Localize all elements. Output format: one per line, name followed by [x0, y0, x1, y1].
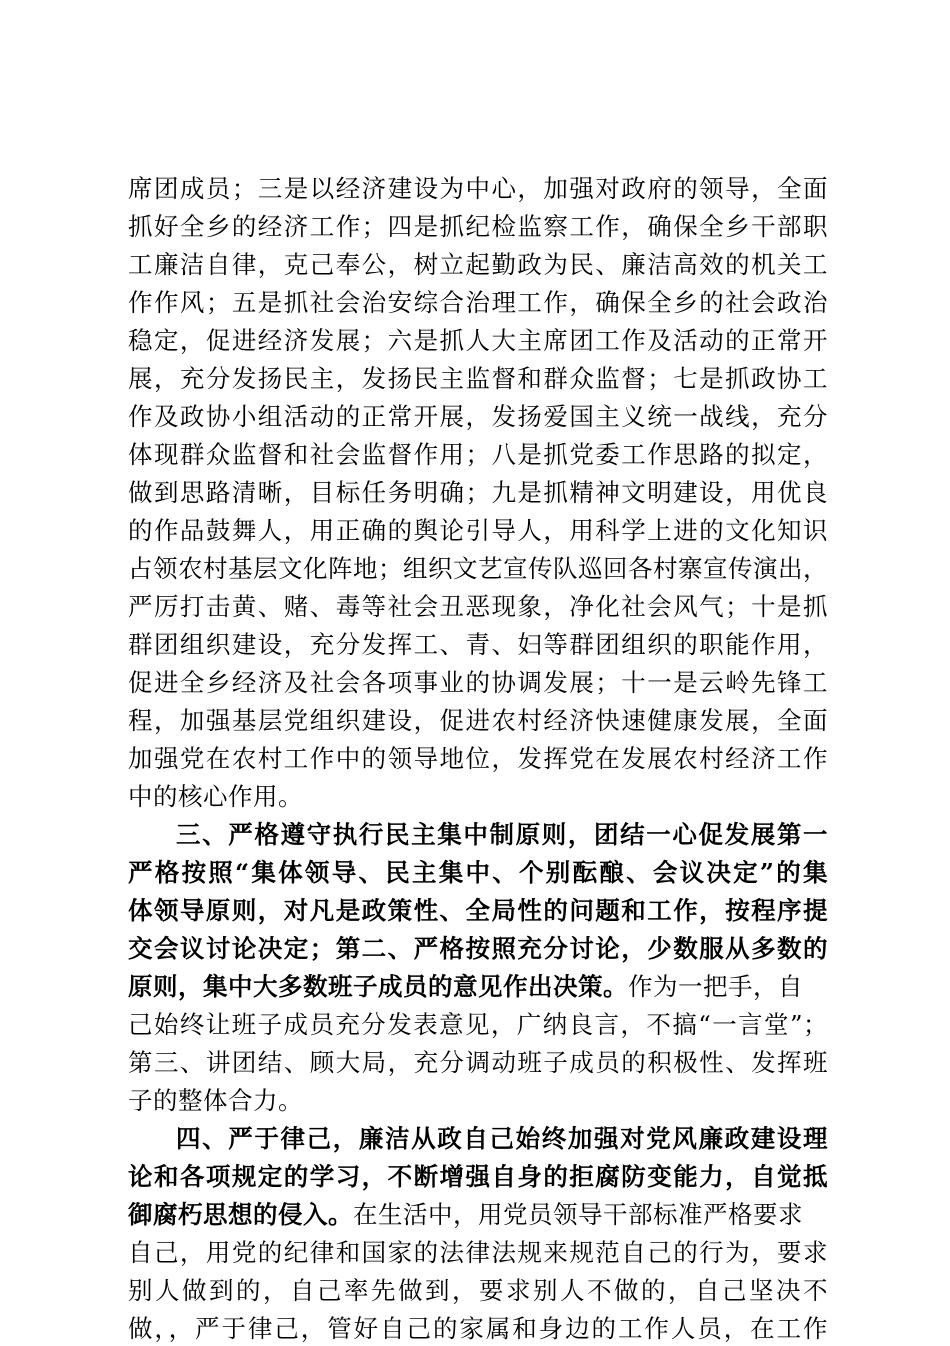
- paragraph-line: [128, 1198, 828, 1232]
- bold-text-segment: 原则，集中大多数班子成员的意见作出决策。: [128, 972, 628, 1001]
- section-heading-line: 三、严格遵守执行民主集中制原则，团结一心促发展第一: [176, 820, 828, 849]
- paragraph-line: [128, 970, 828, 1004]
- paragraph-line: 群团组织建设，充分发挥工、青、妇等群团组织的职能作用，: [128, 630, 828, 659]
- bold-text-segment: 御腐朽思想的侵入。: [128, 1200, 353, 1229]
- paragraph-line: 子的整体合力。: [128, 1086, 303, 1115]
- paragraph-line: 交会议讨论决定；第二、严格按照充分讨论，少数服从多数的: [128, 934, 828, 963]
- text-segment: 作为一把手，自: [628, 972, 803, 1001]
- paragraph-line: 加强党在农村工作中的领导地位，发挥党在发展农村经济工作: [128, 744, 828, 773]
- paragraph-line: 的作品鼓舞人，用正确的舆论引导人，用科学上进的文化知识: [128, 516, 828, 545]
- paragraph-line: 抓好全乡的经济工作；四是抓纪检监察工作，确保全乡干部职: [128, 212, 828, 241]
- paragraph-line: 作及政协小组活动的正常开展，发扬爱国主义统一战线，充分: [128, 402, 828, 431]
- paragraph-line: 第三、讲团结、顾大局，充分调动班子成员的积极性、发挥班: [128, 1048, 828, 1077]
- paragraph-line: 己始终让班子成员充分发表意见，广纳良言，不搞“一言堂”；: [128, 1010, 828, 1039]
- paragraph-line: 稳定，促进经济发展；六是抓人大主席团工作及活动的正常开: [128, 326, 828, 355]
- paragraph-line: 做，，严于律己，管好自己的家属和身边的工作人员，在工作: [128, 1314, 828, 1343]
- section-heading-line: 四、严于律己，廉洁从政自己始终加强对党风廉政建设理: [176, 1124, 828, 1153]
- paragraph-line: 严格按照“集体领导、民主集中、个别酝酿、会议决定”的集: [128, 858, 828, 887]
- paragraph-line: 做到思路清晰，目标任务明确；九是抓精神文明建设，用优良: [128, 478, 828, 507]
- paragraph-line: 占领农村基层文化阵地；组织文艺宣传队巡回各村寨宣传演出，: [128, 554, 828, 583]
- paragraph-line: 作作风；五是抓社会治安综合治理工作，确保全乡的社会政治: [128, 288, 828, 317]
- paragraph-line: 论和各项规定的学习，不断增强自身的拒腐防变能力，自觉抵: [128, 1162, 828, 1191]
- paragraph-line: 中的核心作用。: [128, 782, 303, 811]
- paragraph-line: 工廉洁自律，克己奉公，树立起勤政为民、廉洁高效的机关工: [128, 250, 828, 279]
- text-segment: 在生活中，用党员领导干部标准严格要求: [353, 1200, 803, 1229]
- paragraph-line: 程，加强基层党组织建设，促进农村经济快速健康发展，全面: [128, 706, 828, 735]
- paragraph-line: 体现群众监督和社会监督作用；八是抓党委工作思路的拟定，: [128, 440, 828, 469]
- paragraph-line: 体领导原则，对凡是政策性、全局性的问题和工作，按程序提: [128, 896, 828, 925]
- paragraph-line: 展，充分发扬民主，发扬民主监督和群众监督；七是抓政协工: [128, 364, 828, 393]
- paragraph-line: 严厉打击黄、赌、毒等社会丑恶现象，净化社会风气；十是抓: [128, 592, 828, 621]
- paragraph-line: 别人做到的，自己率先做到，要求别人不做的，自己坚决不: [128, 1276, 828, 1305]
- paragraph-line: 促进全乡经济及社会各项事业的协调发展；十一是云岭先锋工: [128, 668, 828, 697]
- paragraph-line: 自己，用党的纪律和国家的法律法规来规范自己的行为，要求: [128, 1238, 828, 1267]
- paragraph-line: 席团成员；三是以经济建设为中心，加强对政府的领导，全面: [128, 174, 828, 203]
